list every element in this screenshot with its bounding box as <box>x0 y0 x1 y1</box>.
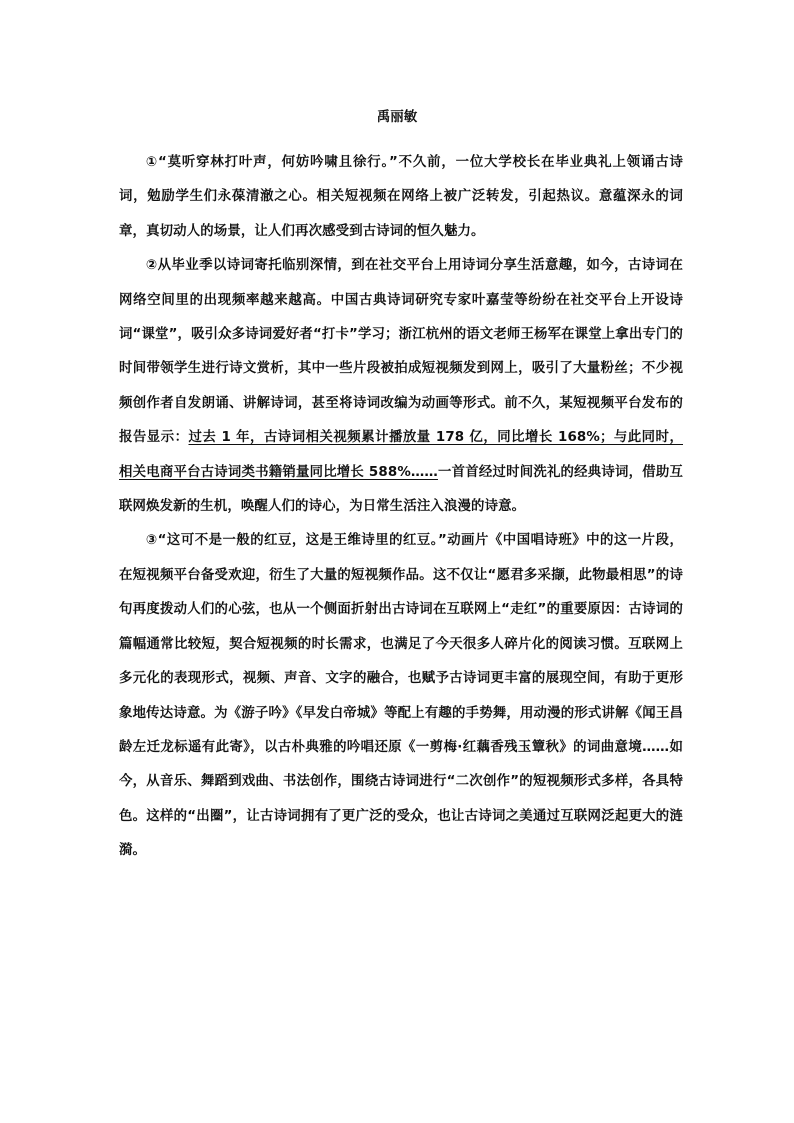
paragraph-3: ③“这可不是一般的红豆，这是王维诗里的红豆。”动画片《中国唱诗班》中的这一片段，在短视频平台备受欢迎，衍生了大量的短视频作品。这不仅让“愿君多采撷，此物最相思”的诗句再度拨动人们的心弦，也从一个侧面折射出古诗词在互联网上“走红”的重要原因：古诗词的篇幅通常比较短，契合短视频的时长需求，也满足了今天很多人碎片化的阅读习惯。互联网上多元化的表现形式，视频、声音、文字的融合，也赋予古诗词更丰富的展现空间，有助于更形象地传达诗意。为《游子吟》《早发白帝城》等配上有趣的手势舞，用动漫的形式讲解《闻王昌龄左迁龙标遥有此寄》，以古朴典雅的吟唱还原《一剪梅·红藕香残玉簟秋》的词曲意境……如今，从音乐、舞蹈到戏曲、书法创作，围绕古诗词进行“二次创作”的短视频形式多样，各具特色。这样的“出圈”，让古诗词拥有了更广泛的受众，也让古诗词之美通过互联网泛起更大的涟漪。 <box>119 533 683 859</box>
paragraph-1: ①“莫听穿林打叶声，何妨吟啸且徐行。”不久前，一位大学校长在毕业典礼上领诵古诗词，勉励学生们永葆清澈之心。相关短视频在网络上被广泛转发，引起热议。意蕴深永的词章，真切动人的场景，让人们再次感受到古诗词的恒久魅力。 <box>119 155 683 239</box>
paragraph-2 <box>119 249 683 524</box>
paragraph-2-text-before: ②从毕业季以诗词寄托临别深情，到在社交平台上用诗词分享生活意趣，如今，古诗词在网络空间里的出现频率越来越高。中国古典诗词研究专家叶嘉莹等纷纷在社交平台上开设诗词“课堂”，吸引众多诗词爱好者“打卡”学习；浙江杭州的语文老师王杨军在课堂上拿出专门的时间带领学生进行诗文赏析，其中一些片段被拍成短视频发到网上，吸引了大量粉丝；不少视频创作者自发朗诵、讲解诗词，甚至将诗词改编为动画等形式。前不久，某短视频平台发布的报告显示： <box>119 258 683 446</box>
article-body <box>119 146 683 869</box>
paragraph-2-underlined-data: 过去 1 年，古诗词相关视频累计播放量 178 亿，同比增长 168%；与此同时，相关电商平台古诗词类书籍销量同比增长 588%…… <box>119 430 683 480</box>
paragraph-2-text-after: 一首首经过时间洗礼的经典诗词，借助互联网焕发新的生机，唤醒人们的诗心，为日常生活注入浪漫的诗意。 <box>119 464 683 515</box>
author-name: 禹丽敏 <box>376 109 418 125</box>
